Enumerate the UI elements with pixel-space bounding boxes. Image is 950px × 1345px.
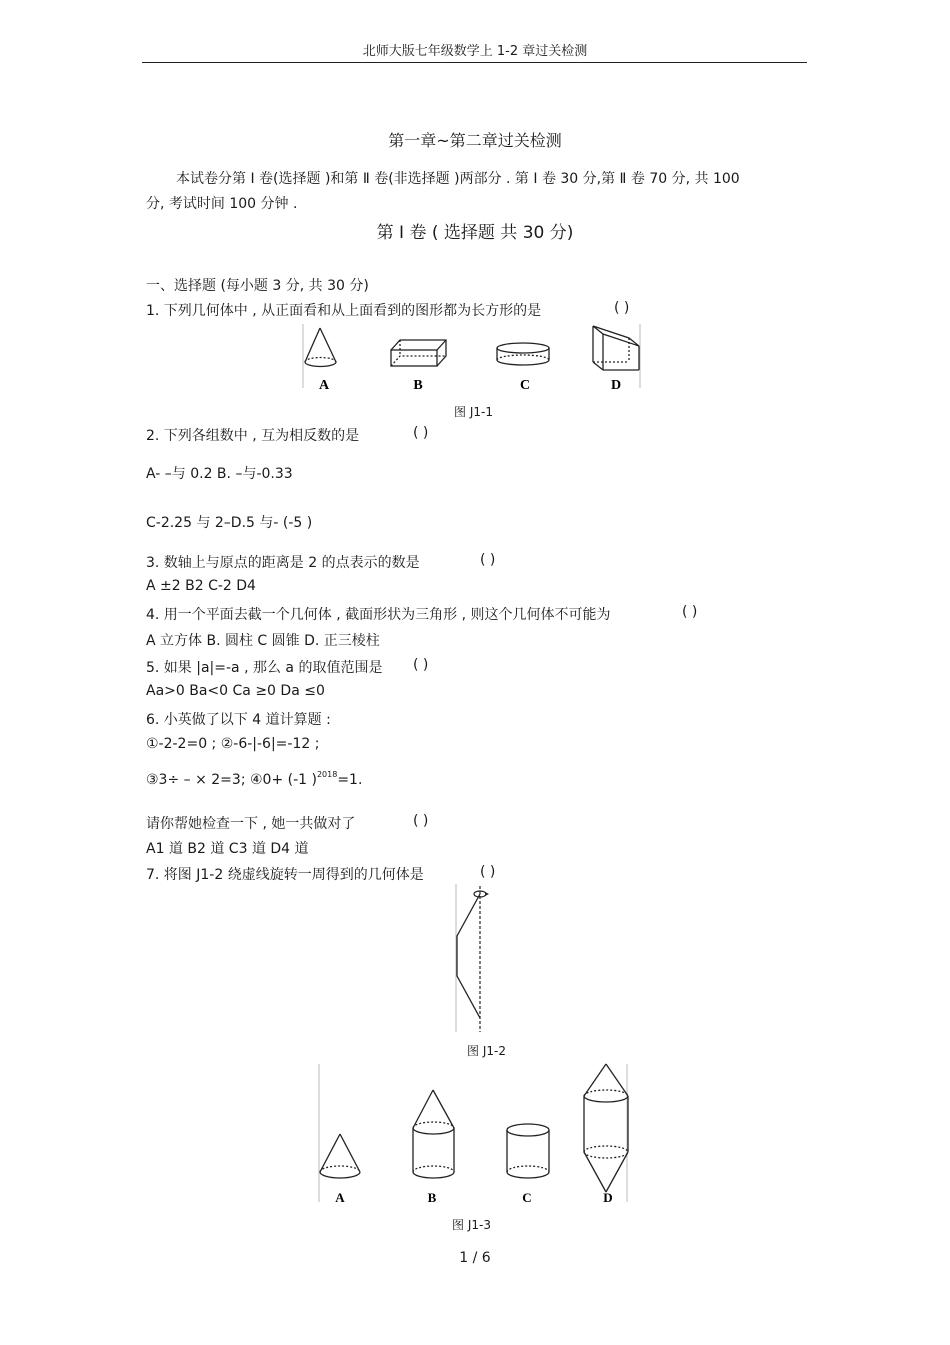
- q2-stem: 2. 下列各组数中 , 互为相反数的是: [146, 428, 360, 444]
- fig3-label-d: D: [603, 1190, 613, 1205]
- option-b-cone-on-cylinder: [413, 1090, 454, 1178]
- q6-line-2-main: ③3÷ – × 2=3; ④0+ (-1 ): [146, 772, 317, 788]
- fig3-label-b: B: [427, 1190, 437, 1205]
- page-number: 1 / 6: [459, 1250, 491, 1266]
- q6-options: A1 道 B2 道 C3 道 D4 道: [146, 841, 309, 857]
- figure-caption-j1-2: 图 J1-2: [467, 1044, 506, 1058]
- fig1-label-b: B: [413, 378, 423, 393]
- q6-stem: 6. 小英做了以下 4 道计算题 :: [146, 712, 331, 728]
- intro-line-2: 分, 考试时间 100 分钟 .: [146, 196, 298, 212]
- q1-answer-paren: ( ): [614, 300, 630, 316]
- fig1-label-c: C: [519, 378, 531, 393]
- q2-options-cd: C-2.25 与 2–D.5 与- (-5 ): [146, 515, 313, 531]
- q3-options: A ±2 B2 C-2 D4: [146, 578, 256, 594]
- exam-title: 第一章~第二章过关检测: [388, 131, 562, 150]
- q4-stem: 4. 用一个平面去截一个几何体 , 截面形状为三角形 , 则这个几何体不可能为: [146, 607, 611, 623]
- figure-j1-2: [452, 884, 496, 1034]
- q6-line-2: [146, 772, 362, 788]
- q6-line-1: ①-2-2=0 ; ②-6-|-6|=-12 ;: [146, 736, 320, 752]
- fig1-label-a: A: [318, 378, 330, 393]
- q4-options: A 立方体 B. 圆柱 C 圆锥 D. 正三棱柱: [146, 633, 380, 649]
- intro-line-1: 本试卷分第 Ⅰ 卷(选择题 )和第 Ⅱ 卷(非选择题 )两部分 . 第 Ⅰ 卷 30 分,第 Ⅱ 卷 70 分, 共 100: [176, 171, 740, 187]
- q2-answer-paren: ( ): [413, 425, 429, 441]
- fig3-label-a: A: [335, 1190, 345, 1205]
- cuboid-shape: [391, 340, 446, 366]
- q6-line-2-end: =1.: [337, 772, 363, 788]
- figure-j1-3: [318, 1062, 630, 1207]
- option-d-double-cone-cylinder: [584, 1064, 628, 1192]
- q3-stem: 3. 数轴上与原点的距离是 2 的点表示的数是: [146, 555, 420, 571]
- q5-options: Aa>0 Ba<0 Ca ≥0 Da ≤0: [146, 683, 325, 699]
- q1-stem: 1. 下列几何体中 , 从正面看和从上面看到的图形都为长方形的是: [146, 303, 542, 319]
- option-c-cylinder: [507, 1124, 549, 1178]
- figure-j1-1: [303, 322, 643, 394]
- q6-answer-paren: ( ): [413, 813, 429, 829]
- page-header: 北师大版七年级数学上 1-2 章过关检测: [362, 44, 588, 59]
- part-heading: 一、选择题 (每小题 3 分, 共 30 分): [146, 278, 369, 294]
- q2-options-ab: A- –与 0.2 B. –与-0.33: [146, 466, 293, 482]
- q7-answer-paren: ( ): [480, 864, 496, 880]
- figure-caption-j1-3: 图 J1-3: [452, 1218, 491, 1232]
- header-rule: [142, 62, 807, 63]
- q7-stem: 7. 将图 J1-2 绕虚线旋转一周得到的几何体是: [146, 867, 424, 883]
- figure-caption-j1-1: 图 J1-1: [454, 405, 493, 419]
- option-a-cone: [320, 1134, 360, 1178]
- cylinder-shape: [497, 343, 549, 365]
- fig3-label-c: C: [522, 1190, 532, 1205]
- fig1-label-d: D: [610, 378, 622, 393]
- q3-answer-paren: ( ): [480, 552, 496, 568]
- cone-shape: [305, 328, 336, 366]
- q6-ask: 请你帮她检查一下 , 她一共做对了: [146, 816, 356, 832]
- q6-exponent: 2018: [316, 770, 338, 779]
- q4-answer-paren: ( ): [682, 604, 698, 620]
- q5-answer-paren: ( ): [413, 657, 429, 673]
- q5-stem: 5. 如果 |a|=-a , 那么 a 的取值范围是: [146, 660, 383, 676]
- section-title: 第 Ⅰ 卷 ( 选择题 共 30 分): [376, 223, 574, 243]
- triangular-prism-shape: [593, 326, 639, 370]
